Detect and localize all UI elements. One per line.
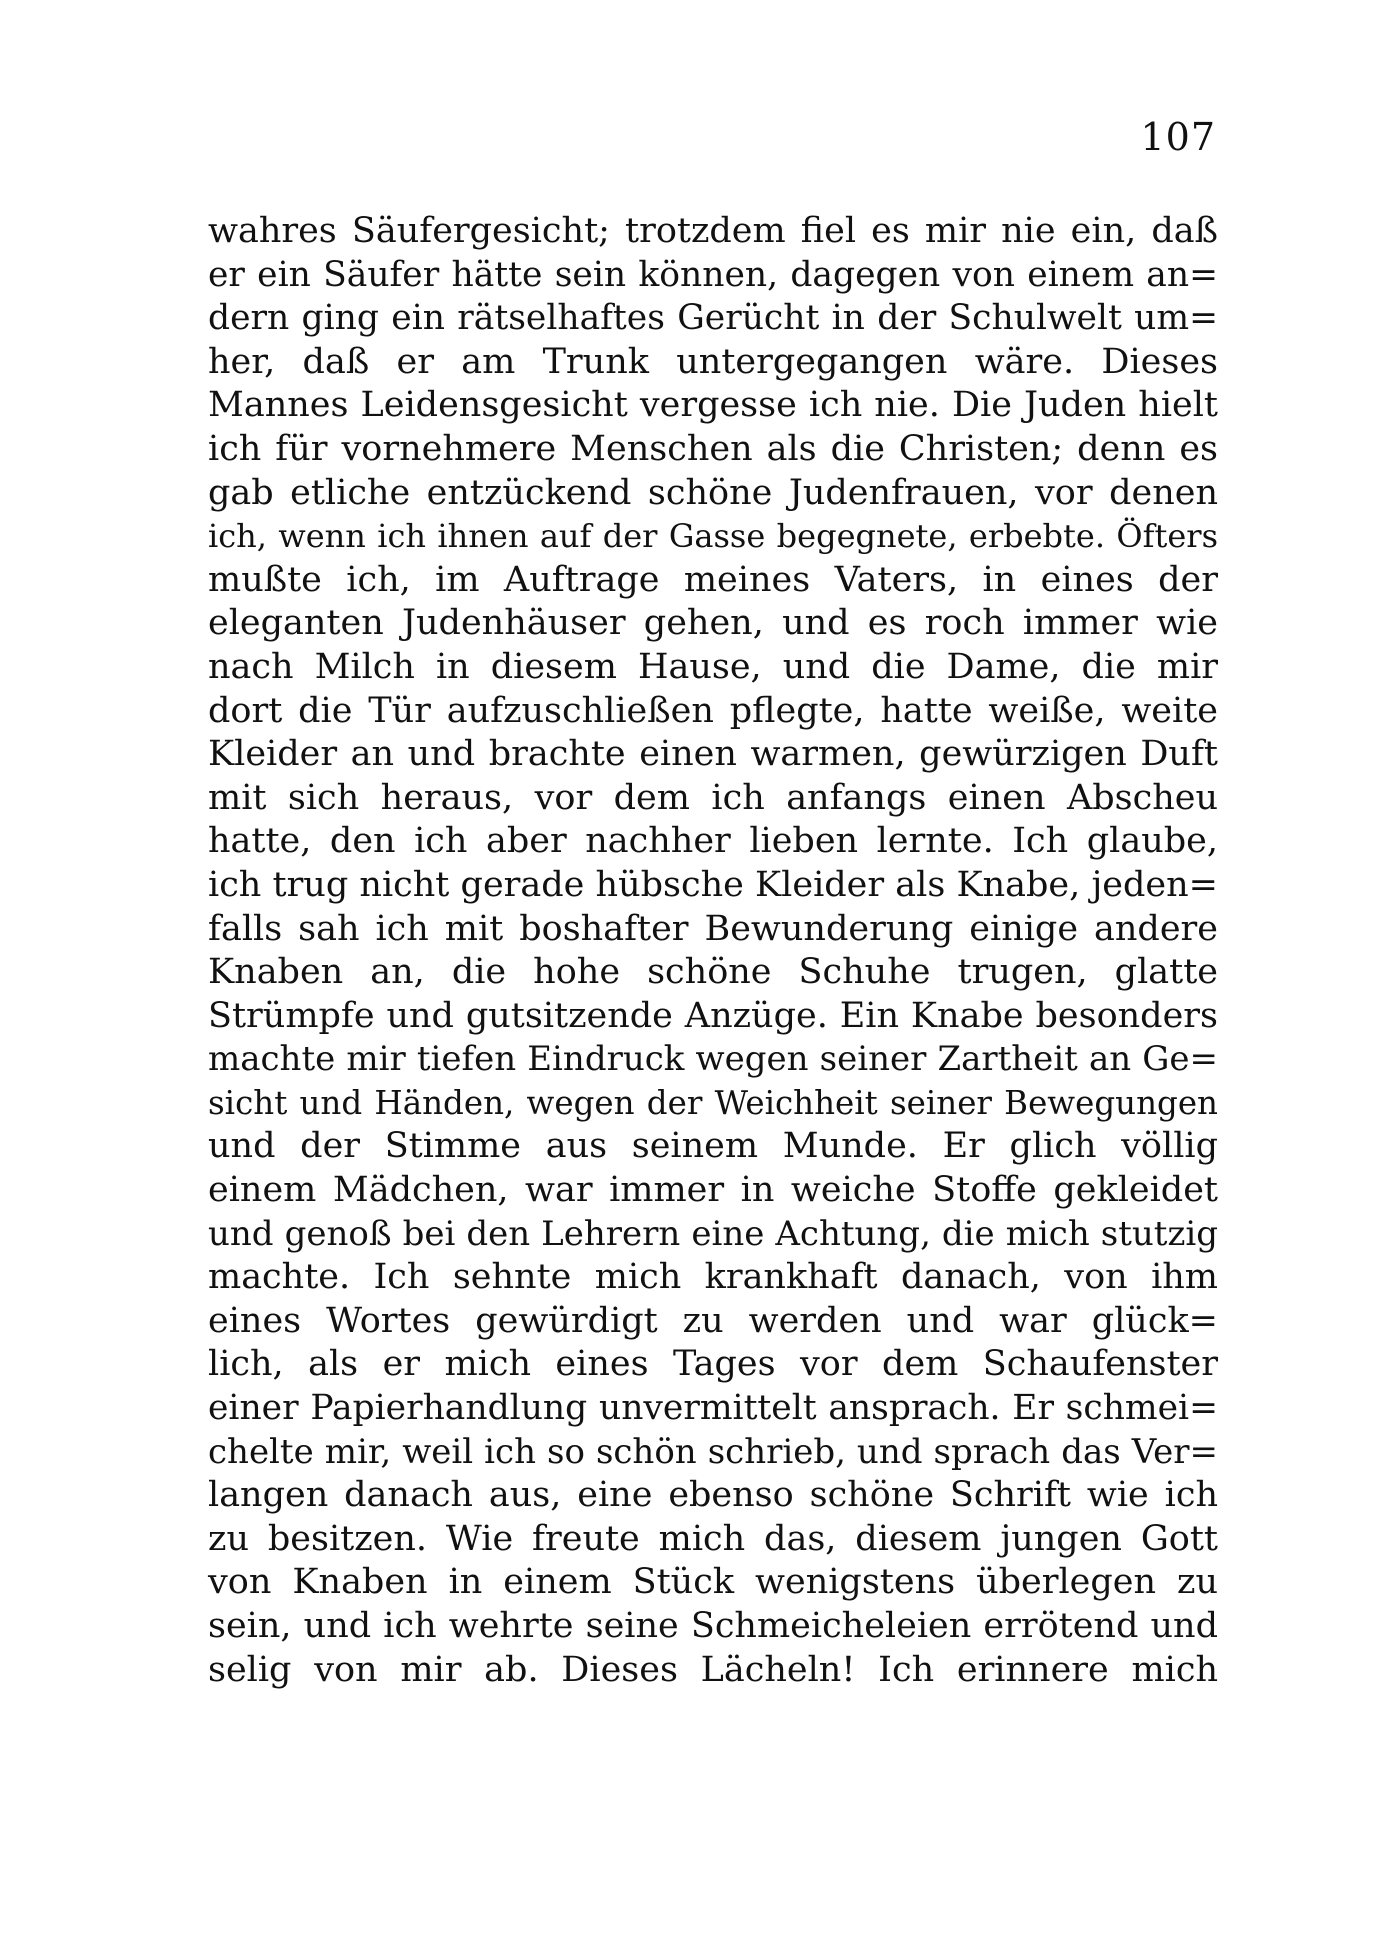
text-line: von Knaben in einem Stück wenigstens überlegen zu — [208, 1562, 1218, 1603]
text-line: ich für vornehmere Menschen als die Christen; denn es — [208, 428, 1218, 469]
text-line: lich, als er mich eines Tages vor dem Schaufenster — [208, 1344, 1218, 1385]
text-line: ich trug nicht gerade hübsche Kleider als Knabe, jeden= — [208, 864, 1218, 905]
text-line: machte mir tiefen Eindruck wegen seiner Zartheit an Ge= — [208, 1039, 1218, 1080]
text-line: Mannes Leidensgesicht vergesse ich nie. Die Juden hielt — [208, 385, 1218, 426]
text-line: einer Papierhandlung unvermittelt ansprach. Er schmei= — [208, 1388, 1218, 1429]
text-line: selig von mir ab. Dieses Lächeln! Ich erinnere mich — [208, 1649, 1218, 1690]
text-line: ich, wenn ich ihnen auf der Gasse begegnete, erbebte. Öfters — [208, 517, 1218, 556]
text-line: eines Wortes gewürdigt zu werden und war glück= — [208, 1300, 1218, 1341]
text-line: Kleider an und brachte einen warmen, gewürzigen Duft — [208, 734, 1218, 775]
text-line: zu besitzen. Wie freute mich das, diesem jungen Gott — [208, 1518, 1218, 1559]
text-line: mit sich heraus, vor dem ich anfangs einen Abscheu — [208, 777, 1218, 818]
text-line: wahres Säufergesicht; trotzdem fiel es mir nie ein, daß — [208, 211, 1218, 251]
text-line: einem Mädchen, war immer in weiche Stoffe gekleidet — [208, 1170, 1218, 1211]
text-line: falls sah ich mit boshafter Bewunderung einige andere — [208, 908, 1218, 949]
text-line: nach Milch in diesem Hause, und die Dame, die mir — [208, 646, 1218, 687]
text-line: sicht und Händen, wegen der Weichheit seiner Bewegungen — [208, 1083, 1218, 1122]
text-line: langen danach aus, eine ebenso schöne Schrift wie ich — [208, 1475, 1218, 1516]
text-line: dern ging ein rätselhaftes Gerücht in der Schulwelt um= — [208, 298, 1218, 339]
text-line: Knaben an, die hohe schöne Schuhe trugen, glatte — [208, 952, 1218, 993]
text-line: her, daß er am Trunk untergegangen wäre. Dieses — [208, 341, 1218, 382]
body-text — [208, 210, 1218, 1692]
text-line: machte. Ich sehnte mich krankhaft danach, von ihm — [208, 1257, 1218, 1298]
text-line: eleganten Judenhäuser gehen, und es roch immer wie — [208, 603, 1218, 644]
text-line: dort die Tür aufzuschließen pflegte, hatte weiße, weite — [208, 690, 1218, 731]
text-line: gab etliche entzückend schöne Judenfrauen, vor denen — [208, 472, 1218, 513]
text-line: chelte mir, weil ich so schön schrieb, und sprach das Ver= — [208, 1431, 1218, 1472]
text-line: und der Stimme aus seinem Munde. Er glich völlig — [208, 1126, 1218, 1167]
text-line: Strümpfe und gutsitzende Anzüge. Ein Knabe besonders — [208, 995, 1218, 1036]
text-line: und genoß bei den Lehrern eine Achtung, die mich stutzig — [208, 1213, 1218, 1254]
text-line: sein, und ich wehrte seine Schmeicheleien errötend und — [208, 1606, 1218, 1646]
text-line: er ein Säufer hätte sein können, dagegen von einem an= — [208, 254, 1218, 295]
page-number: 107 — [1140, 115, 1216, 159]
text-line: hatte, den ich aber nachher lieben lernte. Ich glaube, — [208, 821, 1218, 862]
text-line: mußte ich, im Auftrage meines Vaters, in eines der — [208, 559, 1218, 600]
